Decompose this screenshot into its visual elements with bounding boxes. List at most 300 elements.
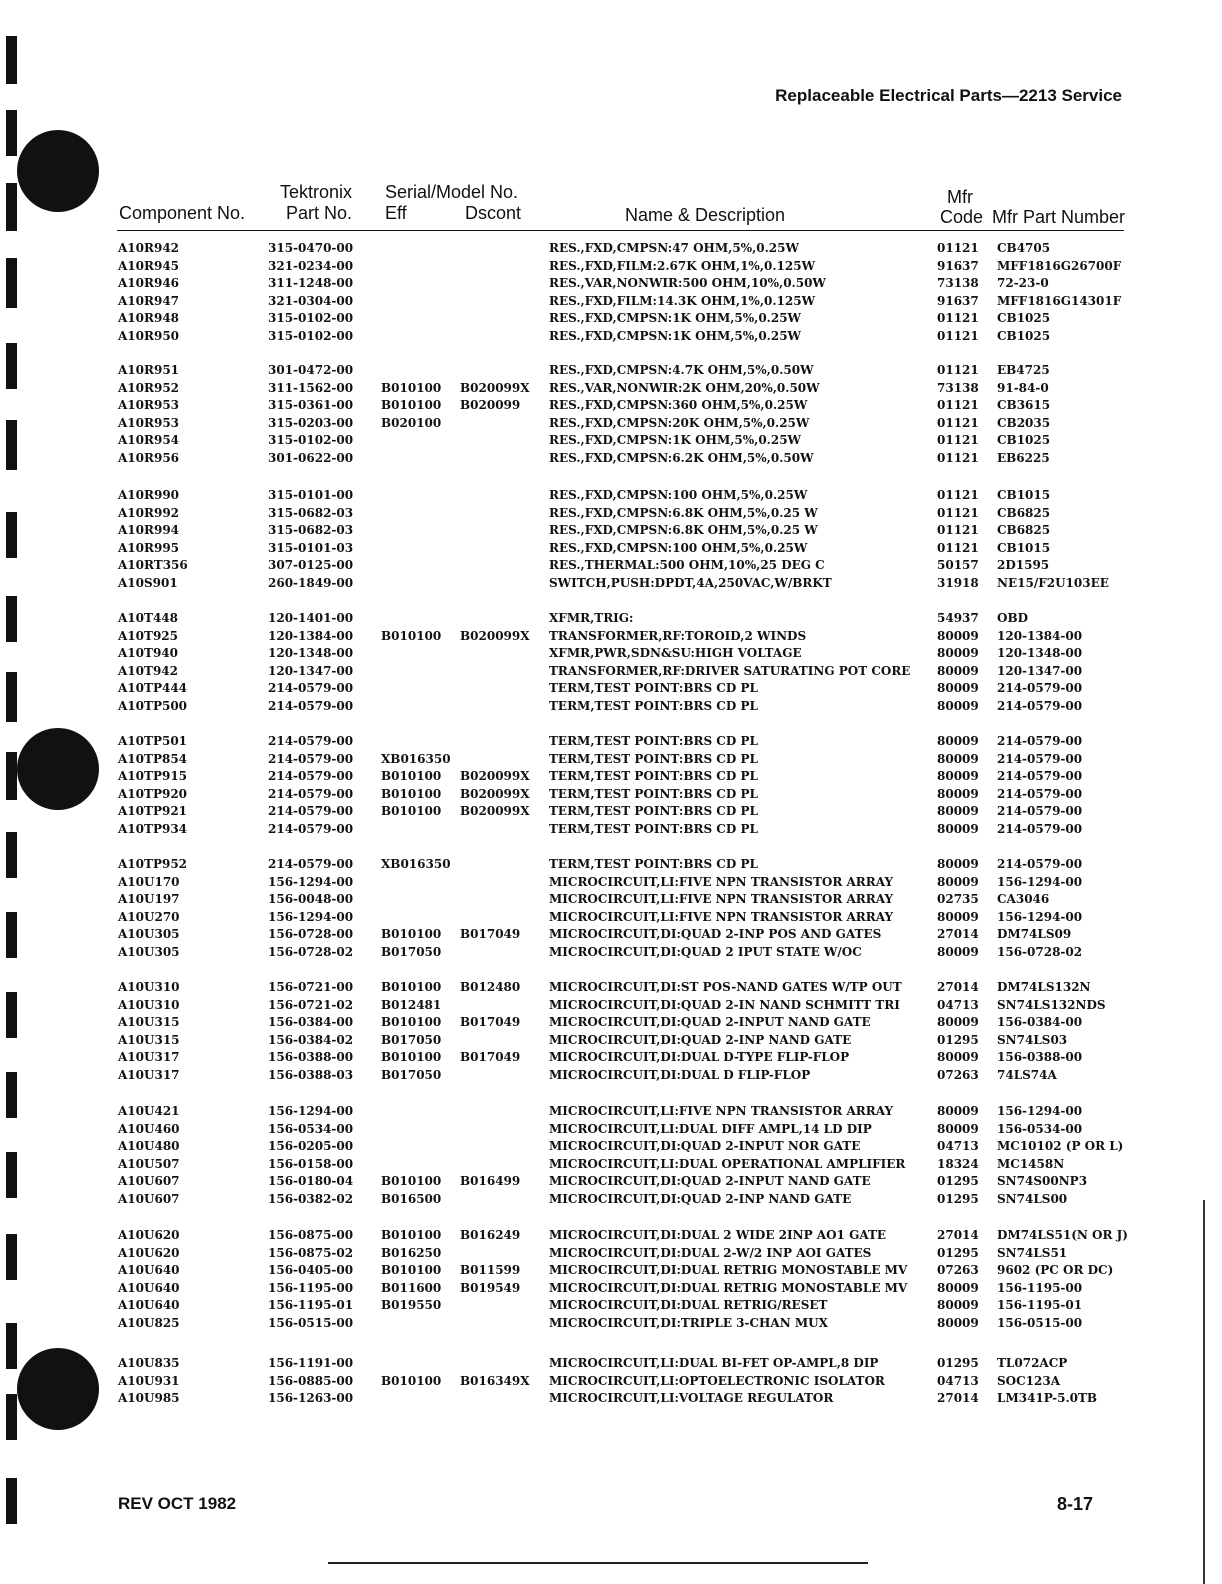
description: TERM,TEST POINT:BRS CD PL [549, 769, 758, 784]
component-no: A10U317 [118, 1068, 180, 1082]
mfr-code: 27014 [937, 1391, 979, 1406]
mfr-code: 80009 [937, 646, 979, 661]
table-row [0, 1031, 1222, 1049]
component-no: A10TP920 [118, 786, 188, 801]
mfr-part-number: 156-0515-00 [997, 1316, 1083, 1330]
mfr-part-number: 9602 (PC OR DC) [997, 1263, 1114, 1278]
description: MICROCIRCUIT,DI:DUAL RETRIG MONOSTABLE MV [549, 1263, 908, 1278]
serial-dscont: B020099X [460, 628, 530, 643]
mfr-part-number: 156-1294-00 [997, 874, 1083, 889]
component-no: A10U197 [118, 892, 180, 907]
part-no: 156-0384-00 [268, 1015, 354, 1030]
table-row [0, 556, 1222, 574]
mfr-part-number: 74LS74A [997, 1068, 1057, 1082]
description: RES.,FXD,CMPSN:1K OHM,5%,0.25W [549, 311, 802, 326]
mfr-code: 80009 [937, 874, 979, 889]
description: MICROCIRCUIT,DI:QUAD 2-INP NAND GATE [549, 1192, 852, 1206]
part-no: 120-1347-00 [268, 663, 354, 678]
component-no: A10U315 [118, 1032, 180, 1047]
component-no: A10TP921 [118, 804, 188, 819]
mfr-part-number: MFF1816G14301F [997, 293, 1122, 308]
mfr-code: 01121 [937, 451, 979, 465]
col-name-description: Name & Description [625, 205, 786, 225]
component-no: A10T448 [118, 611, 178, 625]
component-no: A10R956 [118, 451, 180, 465]
serial-dscont: B017049 [460, 1050, 521, 1065]
mfr-code: 01121 [937, 540, 979, 555]
table-row [0, 609, 1222, 627]
mfr-part-number: 120-1347-00 [997, 663, 1083, 678]
part-no: 156-0158-00 [268, 1156, 354, 1171]
table-row [0, 855, 1222, 873]
component-no: A10R946 [118, 276, 180, 291]
mfr-code: 80009 [937, 822, 979, 836]
table-row [0, 1172, 1222, 1190]
mfr-code: 80009 [937, 804, 979, 819]
component-no: A10U985 [118, 1391, 180, 1406]
description: TERM,TEST POINT:BRS CD PL [549, 681, 758, 696]
mfr-code: 80009 [937, 909, 979, 924]
part-no: 214-0579-00 [268, 857, 354, 871]
mfr-code: 01121 [937, 311, 979, 326]
part-no: 315-0101-03 [268, 540, 354, 555]
serial-eff: B010100 [381, 1373, 442, 1388]
mfr-part-number: 156-1195-01 [997, 1298, 1083, 1313]
mfr-part-number: 156-1294-00 [997, 1104, 1083, 1118]
description: MICROCIRCUIT,DI:DUAL RETRIG/RESET [549, 1298, 828, 1313]
mfr-part-number: 214-0579-00 [997, 804, 1083, 819]
part-no: 315-0682-03 [268, 505, 354, 520]
table-row [0, 1389, 1222, 1407]
component-no: A10U507 [118, 1156, 180, 1171]
component-no: A10TP501 [118, 734, 188, 748]
serial-dscont: B020099X [460, 769, 530, 784]
table-row [0, 1190, 1222, 1208]
part-no: 156-1191-00 [268, 1356, 354, 1370]
description: MICROCIRCUIT,DI:DUAL 2 WIDE 2INP AO1 GATE [549, 1228, 887, 1242]
table-row [0, 1244, 1222, 1262]
component-no: A10TP500 [118, 699, 188, 713]
table-row [0, 1296, 1222, 1314]
description: MICROCIRCUIT,DI:QUAD 2-INP POS AND GATES [549, 927, 882, 942]
serial-dscont: B011599 [460, 1263, 521, 1278]
serial-eff: B010100 [381, 1174, 442, 1189]
serial-eff: XB016350 [381, 857, 451, 871]
component-no: A10U640 [118, 1263, 180, 1278]
component-no: A10U607 [118, 1192, 180, 1206]
serial-dscont: B020099X [460, 804, 530, 819]
mfr-code: 01121 [937, 523, 979, 538]
serial-eff: B012481 [381, 997, 442, 1012]
col-eff: Eff [385, 203, 407, 223]
mfr-code: 01121 [937, 363, 979, 377]
mfr-part-number: CB4705 [997, 241, 1051, 255]
part-no: 156-1263-00 [268, 1391, 354, 1406]
component-no: A10TP952 [118, 857, 188, 871]
part-no: 156-1294-00 [268, 1104, 354, 1118]
serial-eff: B010100 [381, 380, 442, 395]
component-no: A10R951 [118, 363, 180, 377]
component-no: A10R942 [118, 241, 180, 255]
serial-eff: B010100 [381, 786, 442, 801]
mfr-part-number: 72-23-0 [997, 276, 1049, 291]
description: XFMR,TRIG: [549, 611, 634, 625]
mfr-code: 80009 [937, 1298, 979, 1313]
part-no: 307-0125-00 [268, 558, 354, 573]
mfr-code: 80009 [937, 1050, 979, 1065]
part-no: 260-1849-00 [268, 576, 354, 590]
mfr-code: 04713 [937, 1373, 979, 1388]
description: MICROCIRCUIT,LI:FIVE NPN TRANSISTOR ARRAY [549, 892, 894, 907]
part-no: 214-0579-00 [268, 751, 354, 766]
description: RES.,VAR,NONWIR:500 OHM,10%,0.50W [549, 276, 826, 291]
part-no: 214-0579-00 [268, 699, 354, 713]
part-no: 214-0579-00 [268, 804, 354, 819]
serial-eff: B010100 [381, 927, 442, 942]
mfr-code: 80009 [937, 769, 979, 784]
mfr-part-number: 156-0388-00 [997, 1050, 1083, 1065]
mfr-part-number: CB1025 [997, 311, 1051, 326]
table-row [0, 1102, 1222, 1120]
component-no: A10S901 [118, 576, 178, 590]
mfr-code: 80009 [937, 628, 979, 643]
col-tektronix-line1: Tektronix [280, 182, 353, 202]
component-no: A10R992 [118, 505, 180, 520]
description: RES.,FXD,CMPSN:1K OHM,5%,0.25W [549, 329, 802, 343]
mfr-part-number: TL072ACP [997, 1356, 1068, 1370]
col-mfr-part-number: Mfr Part Number [992, 207, 1126, 227]
mfr-part-number: MC10102 (P OR L) [997, 1139, 1124, 1154]
component-no: A10U835 [118, 1356, 180, 1370]
part-no: 156-0388-00 [268, 1050, 354, 1065]
mfr-code: 01121 [937, 398, 979, 413]
mfr-part-number: EB4725 [997, 363, 1050, 377]
table-row [0, 820, 1222, 838]
component-no: A10TP854 [118, 751, 188, 766]
table-row [0, 996, 1222, 1014]
serial-dscont: B020099X [460, 786, 530, 801]
mfr-part-number: SN74LS03 [997, 1032, 1068, 1047]
table-row [0, 1066, 1222, 1084]
mfr-code: 80009 [937, 786, 979, 801]
part-no: 156-0382-02 [268, 1192, 354, 1206]
serial-eff: B016250 [381, 1245, 442, 1260]
component-no: A10U305 [118, 945, 180, 959]
component-no: A10T942 [118, 663, 178, 678]
description: MICROCIRCUIT,DI:QUAD 2-INPUT NOR GATE [549, 1139, 861, 1154]
part-no: 156-1294-00 [268, 909, 354, 924]
mfr-code: 54937 [937, 611, 979, 625]
component-no: A10U270 [118, 909, 180, 924]
component-no: A10T940 [118, 646, 178, 661]
mfr-part-number: 156-0728-02 [997, 945, 1083, 959]
description: MICROCIRCUIT,DI:QUAD 2 IPUT STATE W/OC [549, 945, 862, 959]
punch-hole [17, 130, 99, 212]
description: TRANSFORMER,RF:DRIVER SATURATING POT CORE [549, 663, 911, 678]
part-no: 156-0721-00 [268, 980, 354, 994]
mfr-part-number: SN74S00NP3 [997, 1174, 1088, 1189]
col-serial-model-no: Serial/Model No. [385, 182, 519, 202]
part-no: 315-0102-00 [268, 311, 354, 326]
serial-eff: B010100 [381, 769, 442, 784]
table-row [0, 785, 1222, 803]
description: MICROCIRCUIT,DI:TRIPLE 3-CHAN MUX [549, 1316, 828, 1330]
component-no: A10R952 [118, 380, 180, 395]
mfr-code: 01121 [937, 241, 979, 255]
mfr-code: 18324 [937, 1156, 979, 1171]
component-no: A10R954 [118, 433, 180, 448]
serial-eff: XB016350 [381, 751, 451, 766]
description: MICROCIRCUIT,LI:FIVE NPN TRANSISTOR ARRAY [549, 1104, 894, 1118]
mfr-code: 27014 [937, 1228, 979, 1242]
table-row [0, 908, 1222, 926]
part-no: 301-0622-00 [268, 451, 354, 465]
part-no: 301-0472-00 [268, 363, 354, 377]
mfr-part-number: 214-0579-00 [997, 681, 1083, 696]
mfr-code: 01295 [937, 1032, 979, 1047]
mfr-part-number: 214-0579-00 [997, 786, 1083, 801]
description: MICROCIRCUIT,DI:DUAL D-TYPE FLIP-FLOP [549, 1050, 850, 1065]
component-no: A10R953 [118, 415, 180, 430]
mfr-code: 01121 [937, 415, 979, 430]
serial-dscont: B012480 [460, 980, 521, 994]
table-row [0, 873, 1222, 891]
component-no: A10U825 [118, 1316, 180, 1330]
mfr-part-number: MFF1816G26700F [997, 258, 1122, 273]
mfr-code: 01295 [937, 1245, 979, 1260]
description: TERM,TEST POINT:BRS CD PL [549, 822, 758, 836]
mfr-code: 80009 [937, 734, 979, 748]
component-no: A10U640 [118, 1280, 180, 1295]
part-no: 156-0515-00 [268, 1316, 354, 1330]
mfr-code: 80009 [937, 681, 979, 696]
mfr-code: 50157 [937, 558, 979, 573]
mfr-part-number: CB1025 [997, 329, 1051, 343]
part-no: 156-0885-00 [268, 1373, 354, 1388]
description: MICROCIRCUIT,LI:DUAL OPERATIONAL AMPLIFIER [549, 1156, 906, 1171]
binder-bar [6, 110, 17, 156]
table-row [0, 1261, 1222, 1279]
part-no: 156-1294-00 [268, 874, 354, 889]
mfr-code: 80009 [937, 1104, 979, 1118]
description: MICROCIRCUIT,LI:VOLTAGE REGULATOR [549, 1391, 834, 1406]
component-no: A10U607 [118, 1174, 180, 1189]
component-no: A10R990 [118, 488, 180, 502]
serial-eff: B010100 [381, 804, 442, 819]
table-row [0, 1013, 1222, 1031]
table-row [0, 750, 1222, 768]
table-row [0, 504, 1222, 522]
binder-bar [6, 36, 17, 84]
mfr-part-number: SN74LS132NDS [997, 997, 1106, 1012]
table-row [0, 414, 1222, 432]
description: MICROCIRCUIT,DI:DUAL 2-W/2 INP AOI GATES [549, 1245, 872, 1260]
mfr-code: 04713 [937, 997, 979, 1012]
mfr-code: 27014 [937, 980, 979, 994]
mfr-part-number: CB6825 [997, 523, 1051, 538]
component-no: A10T925 [118, 628, 178, 643]
mfr-part-number: CB1015 [997, 540, 1051, 555]
component-no: A10R953 [118, 398, 180, 413]
component-no: A10U620 [118, 1228, 180, 1242]
table-row [0, 239, 1222, 257]
description: RES.,FXD,CMPSN:100 OHM,5%,0.25W [549, 488, 808, 502]
binder-bar [6, 183, 17, 231]
mfr-code: 91637 [937, 258, 979, 273]
component-no: A10U421 [118, 1104, 180, 1118]
part-no: 321-0234-00 [268, 258, 354, 273]
mfr-code: 73138 [937, 276, 979, 291]
part-no: 156-0384-02 [268, 1032, 354, 1047]
description: RES.,THERMAL:500 OHM,10%,25 DEG C [549, 558, 825, 573]
mfr-part-number: 120-1348-00 [997, 646, 1083, 661]
table-row [0, 644, 1222, 662]
revision-date: REV OCT 1982 [118, 1494, 237, 1513]
description: MICROCIRCUIT,DI:QUAD 2-INPUT NAND GATE [549, 1015, 871, 1030]
part-no: 214-0579-00 [268, 734, 354, 748]
table-row [0, 890, 1222, 908]
description: TERM,TEST POINT:BRS CD PL [549, 804, 758, 819]
serial-dscont: B016499 [460, 1174, 521, 1189]
part-no: 156-0205-00 [268, 1139, 354, 1154]
table-row [0, 697, 1222, 715]
part-no: 156-0048-00 [268, 892, 354, 907]
table-row [0, 943, 1222, 961]
table-row [0, 978, 1222, 996]
description: MICROCIRCUIT,DI:ST POS-NAND GATES W/TP OUT [549, 980, 902, 994]
table-row [0, 925, 1222, 943]
description: RES.,FXD,CMPSN:6.8K OHM,5%,0.25 W [549, 505, 818, 520]
mfr-part-number: CB6825 [997, 505, 1051, 520]
mfr-code: 80009 [937, 1121, 979, 1136]
serial-dscont: B020099 [460, 398, 521, 413]
description: TERM,TEST POINT:BRS CD PL [549, 734, 758, 748]
mfr-part-number: 214-0579-00 [997, 734, 1083, 748]
component-no: A10R995 [118, 540, 180, 555]
component-no: A10R947 [118, 293, 180, 308]
table-row [0, 486, 1222, 504]
col-component-no: Component No. [119, 203, 246, 223]
table-row [0, 1279, 1222, 1297]
description: TRANSFORMER,RF:TOROID,2 WINDS [549, 628, 807, 643]
description: MICROCIRCUIT,LI:DUAL DIFF AMPL,14 LD DIP [549, 1121, 872, 1136]
table-row [0, 1137, 1222, 1155]
serial-dscont: B017049 [460, 1015, 521, 1030]
component-no: A10U310 [118, 980, 180, 994]
description: RES.,FXD,CMPSN:1K OHM,5%,0.25W [549, 433, 802, 448]
mfr-part-number: 156-1294-00 [997, 909, 1083, 924]
mfr-part-number: 214-0579-00 [997, 857, 1083, 871]
part-no: 315-0102-00 [268, 329, 354, 343]
mfr-code: 80009 [937, 857, 979, 871]
description: MICROCIRCUIT,DI:QUAD 2-IN NAND SCHMITT TRI [549, 997, 900, 1012]
mfr-part-number: CA3046 [997, 892, 1050, 907]
mfr-code: 80009 [937, 751, 979, 766]
mfr-code: 80009 [937, 1280, 979, 1295]
mfr-part-number: CB2035 [997, 415, 1051, 430]
description: MICROCIRCUIT,LI:DUAL BI-FET OP-AMPL,8 DIP [549, 1356, 879, 1370]
mfr-part-number: 214-0579-00 [997, 699, 1083, 713]
mfr-part-number: OBD [997, 611, 1029, 625]
mfr-code: 80009 [937, 945, 979, 959]
serial-eff: B011600 [381, 1280, 442, 1295]
mfr-code: 04713 [937, 1139, 979, 1154]
table-row [0, 1120, 1222, 1138]
table-row [0, 574, 1222, 592]
header-rule [117, 230, 1124, 231]
description: TERM,TEST POINT:BRS CD PL [549, 786, 758, 801]
mfr-part-number: DM74LS132N [997, 980, 1091, 994]
description: RES.,FXD,FILM:2.67K OHM,1%,0.125W [549, 258, 816, 273]
mfr-part-number: 214-0579-00 [997, 751, 1083, 766]
description: RES.,FXD,CMPSN:100 OHM,5%,0.25W [549, 540, 808, 555]
table-row [0, 431, 1222, 449]
mfr-part-number: 120-1384-00 [997, 628, 1083, 643]
table-row [0, 449, 1222, 467]
table-row [0, 1155, 1222, 1173]
part-no: 156-0721-02 [268, 997, 354, 1012]
mfr-part-number: LM341P-5.0TB [997, 1391, 1098, 1406]
mfr-code: 01295 [937, 1356, 979, 1370]
description: RES.,FXD,CMPSN:6.8K OHM,5%,0.25 W [549, 523, 818, 538]
mfr-part-number: SN74LS00 [997, 1192, 1068, 1206]
table-row [0, 521, 1222, 539]
table-row [0, 274, 1222, 292]
component-no: A10RT356 [118, 558, 188, 573]
part-no: 156-0534-00 [268, 1121, 354, 1136]
mfr-part-number: SN74LS51 [997, 1245, 1068, 1260]
mfr-code: 01121 [937, 505, 979, 520]
mfr-part-number: DM74LS09 [997, 927, 1072, 942]
description: RES.,FXD,CMPSN:360 OHM,5%,0.25W [549, 398, 808, 413]
mfr-part-number: CB3615 [997, 398, 1051, 413]
component-no: A10TP444 [118, 681, 188, 696]
mfr-code: 27014 [937, 927, 979, 942]
mfr-part-number: 2D1595 [997, 558, 1050, 573]
description: TERM,TEST POINT:BRS CD PL [549, 857, 758, 871]
serial-eff: B017050 [381, 945, 442, 959]
serial-eff: B010100 [381, 628, 442, 643]
serial-eff: B017050 [381, 1032, 442, 1047]
serial-eff: B017050 [381, 1068, 442, 1082]
mfr-part-number: EB6225 [997, 451, 1050, 465]
description: SWITCH,PUSH:DPDT,4A,250VAC,W/BRKT [549, 576, 832, 590]
mfr-code: 80009 [937, 699, 979, 713]
serial-eff: B010100 [381, 980, 442, 994]
mfr-part-number: 156-1195-00 [997, 1280, 1083, 1295]
component-no: A10U640 [118, 1298, 180, 1313]
mfr-code: 01121 [937, 433, 979, 448]
mfr-part-number: CB1015 [997, 488, 1051, 502]
component-no: A10R950 [118, 329, 180, 343]
part-no: 214-0579-00 [268, 681, 354, 696]
mfr-code: 01295 [937, 1174, 979, 1189]
table-row [0, 379, 1222, 397]
mfr-code: 01121 [937, 329, 979, 343]
description: MICROCIRCUIT,LI:FIVE NPN TRANSISTOR ARRAY [549, 874, 894, 889]
component-no: A10TP934 [118, 822, 188, 836]
part-no: 315-0682-03 [268, 523, 354, 538]
page-edge-line [1203, 1200, 1205, 1584]
mfr-code: 80009 [937, 1015, 979, 1030]
table-row [0, 802, 1222, 820]
component-no: A10U480 [118, 1139, 180, 1154]
description: RES.,FXD,CMPSN:20K OHM,5%,0.25W [549, 415, 810, 430]
mfr-code: 80009 [937, 1316, 979, 1330]
description: MICROCIRCUIT,LI:FIVE NPN TRANSISTOR ARRAY [549, 909, 894, 924]
serial-dscont: B019549 [460, 1280, 521, 1295]
mfr-part-number: DM74LS51(N OR J) [997, 1228, 1128, 1242]
